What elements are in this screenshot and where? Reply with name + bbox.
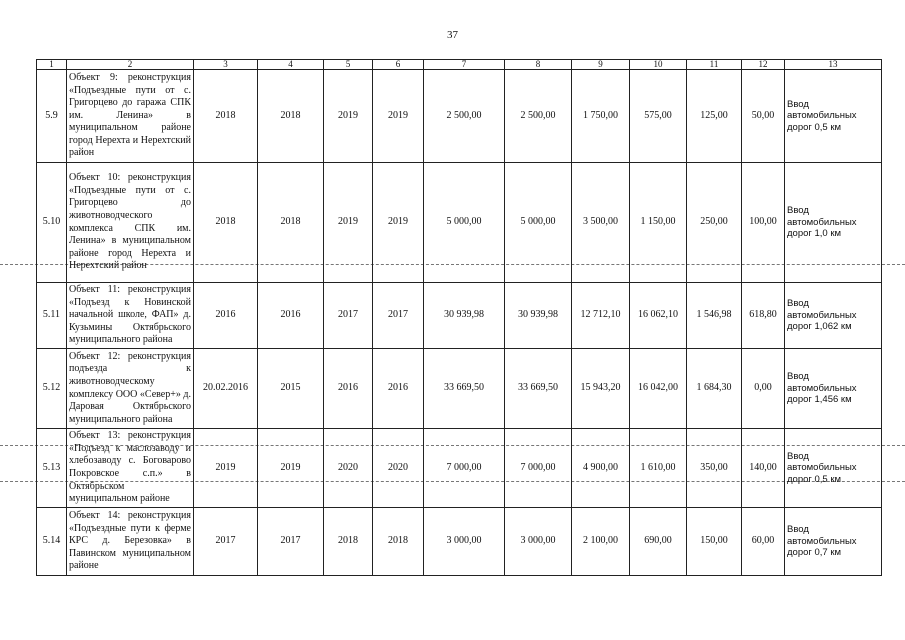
cell-value: 15 943,20 [572,349,630,429]
result-text: Ввод автомобильных дорог 1,062 км [785,283,882,349]
cell-value: 2018 [194,163,258,283]
cell-value: 3 000,00 [424,508,505,576]
cell-value: 33 669,50 [505,349,572,429]
table-row [37,70,882,163]
cell-value: 125,00 [687,70,742,163]
column-header: 12 [742,60,785,70]
cell-value: 2019 [258,429,324,508]
column-header: 9 [572,60,630,70]
row-number: 5.11 [37,283,67,349]
cell-value: 2019 [194,429,258,508]
cell-value: 350,00 [687,429,742,508]
cell-value: 2016 [324,349,373,429]
result-text: Ввод автомобильных дорог 0,7 км [785,508,882,576]
cell-value: 1 546,98 [687,283,742,349]
cell-value: 2019 [373,163,424,283]
cell-value: 150,00 [687,508,742,576]
cell-value: 575,00 [630,70,687,163]
column-header: 6 [373,60,424,70]
column-header: 8 [505,60,572,70]
column-header: 3 [194,60,258,70]
cell-value: 7 000,00 [424,429,505,508]
cell-value: 2018 [194,70,258,163]
object-description: Объект 12: реконструкция подъезда к животноводческому комплексу ООО «Север+» д. Даровая Октябрьского муниципального района [67,349,194,429]
column-header: 4 [258,60,324,70]
cell-value: 16 042,00 [630,349,687,429]
object-description: Объект 9: реконструкция «Подъездные пути от с. Григорцево до гаража СПК им. Ленина» в муниципальном районе город Нерехта и Нерехтский район [67,70,194,163]
cell-value: 3 500,00 [572,163,630,283]
cell-value: 2016 [258,283,324,349]
row-number: 5.13 [37,429,67,508]
cell-value: 50,00 [742,70,785,163]
cell-value: 33 669,50 [424,349,505,429]
table-row [37,349,882,429]
table-row [37,508,882,576]
cell-value: 3 000,00 [505,508,572,576]
cell-value: 2018 [373,508,424,576]
page-number: 37 [447,29,458,41]
cell-value: 2017 [194,508,258,576]
cell-value: 690,00 [630,508,687,576]
cell-value: 2019 [373,70,424,163]
column-header: 11 [687,60,742,70]
cell-value: 2017 [324,283,373,349]
cell-value: 4 900,00 [572,429,630,508]
column-header: 2 [67,60,194,70]
cell-value: 0,00 [742,349,785,429]
cell-value: 30 939,98 [505,283,572,349]
cell-value: 30 939,98 [424,283,505,349]
cell-value: 2 100,00 [572,508,630,576]
cell-value: 1 684,30 [687,349,742,429]
result-text: Ввод автомобильных дорог 0,5 км [785,429,882,508]
object-description: Объект 11: реконструкция «Подъезд к Новинской начальной школе, ФАП» д. Кузьмины Октябрьского муниципального района [67,283,194,349]
column-number-row [37,60,882,70]
cell-value: 1 610,00 [630,429,687,508]
investment-objects-table [36,59,882,576]
cell-value: 140,00 [742,429,785,508]
row-number: 5.14 [37,508,67,576]
cell-value: 20.02.2016 [194,349,258,429]
cell-value: 5 000,00 [505,163,572,283]
cell-value: 2016 [194,283,258,349]
column-header: 5 [324,60,373,70]
cell-value: 250,00 [687,163,742,283]
object-description: Объект 14: реконструкция «Подъездные пути к ферме КРС д. Березовка» в Павинском муниципальном районе [67,508,194,576]
cell-value: 2019 [324,163,373,283]
cell-value: 2020 [324,429,373,508]
cell-value: 7 000,00 [505,429,572,508]
row-number: 5.9 [37,70,67,163]
row-number: 5.10 [37,163,67,283]
object-description: Объект 13: реконструкция «Подъезд к маслозаводу и хлебозаводу с. Боговарово Покровское с.п.» в Октябрьском муниципальном районе [67,429,194,508]
cell-value: 618,80 [742,283,785,349]
column-header: 7 [424,60,505,70]
column-header: 13 [785,60,882,70]
cell-value: 2017 [373,283,424,349]
cell-value: 2017 [258,508,324,576]
result-text: Ввод автомобильных дорог 1,456 км [785,349,882,429]
row-number: 5.12 [37,349,67,429]
column-header: 1 [37,60,67,70]
cell-value: 2015 [258,349,324,429]
table-row [37,163,882,283]
cell-value: 16 062,10 [630,283,687,349]
cell-value: 12 712,10 [572,283,630,349]
result-text: Ввод автомобильных дорог 1,0 км [785,163,882,283]
cell-value: 2016 [373,349,424,429]
cell-value: 2 500,00 [424,70,505,163]
cell-value: 2019 [324,70,373,163]
column-header: 10 [630,60,687,70]
result-text: Ввод автомобильных дорог 0,5 км [785,70,882,163]
table-row [37,429,882,508]
cell-value: 1 150,00 [630,163,687,283]
cell-value: 2 500,00 [505,70,572,163]
cell-value: 2018 [258,163,324,283]
cell-value: 1 750,00 [572,70,630,163]
cell-value: 2018 [324,508,373,576]
cell-value: 2020 [373,429,424,508]
cell-value: 100,00 [742,163,785,283]
cell-value: 5 000,00 [424,163,505,283]
object-description: Объект 10: реконструкция «Подъездные пути от с. Григорцево до животноводческого комплекса СПК им. Ленина» в муниципальном районе город Нерехта и Нерехтский район [67,163,194,283]
cell-value: 2018 [258,70,324,163]
cell-value: 60,00 [742,508,785,576]
table-row [37,283,882,349]
